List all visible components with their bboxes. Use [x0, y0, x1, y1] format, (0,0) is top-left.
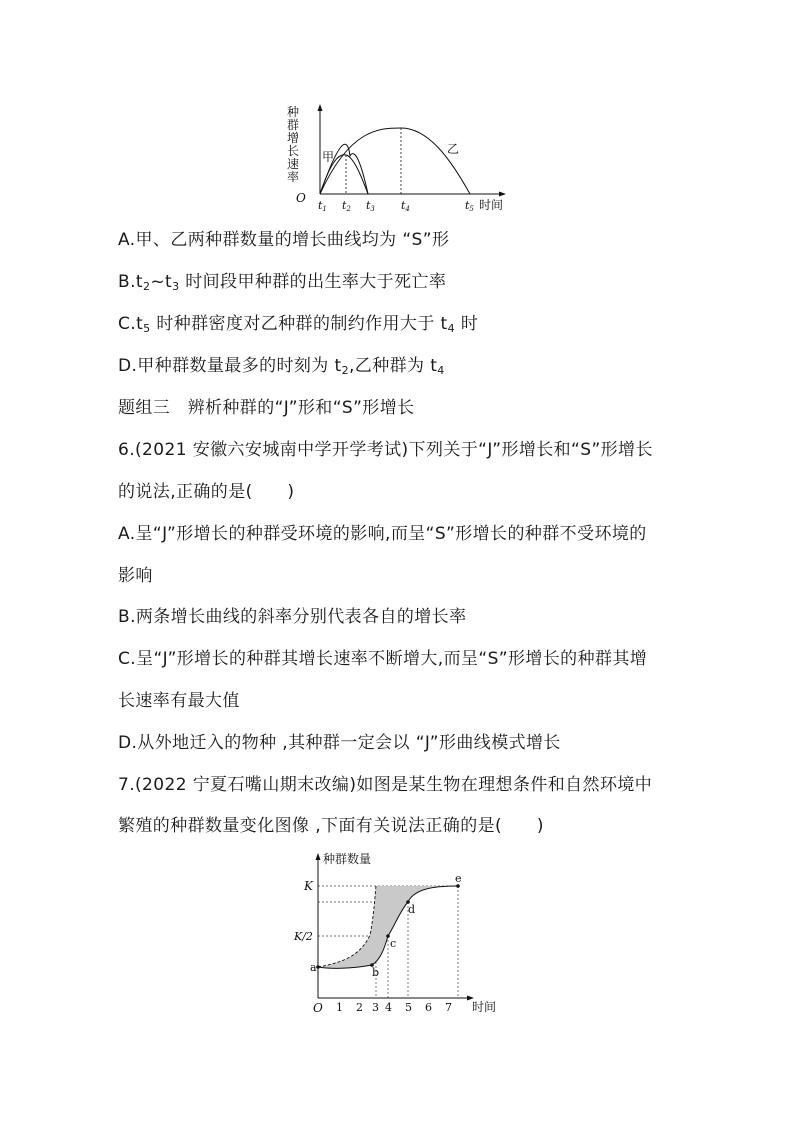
x-axis-label: 时间: [479, 198, 504, 212]
y-axis-arrow: [316, 853, 321, 860]
tick-t2: t2: [342, 199, 351, 213]
q5-option-d: [118, 355, 445, 377]
q6-option-a-line1: A.呈“J”形增长的种群受环境的影响,而呈“S”形增长的种群不受环境的: [118, 524, 647, 544]
q5-c-sub: 4: [447, 322, 456, 335]
origin-label: O: [313, 1001, 323, 1015]
q6-option-c-line1: C.呈“J”形增长的种群其增长速率不断增大,而呈“S”形增长的种群其增: [118, 649, 648, 669]
q5-option-c: [118, 313, 478, 335]
x-tick: 4: [385, 1001, 392, 1014]
q5-b-sub: 3: [172, 280, 180, 293]
y-tick-k: K: [304, 879, 313, 893]
population-figure: [290, 845, 510, 1015]
point-label-e: e: [455, 872, 462, 885]
q6-option-a-line2: 影响: [118, 566, 153, 586]
q6-stem-line1: 6.(2021 安徽六安城南中学开学考试)下列关于“J”形增长和“S”形增长: [118, 440, 653, 460]
x-tick: 3: [372, 1001, 379, 1014]
x-tick: 2: [356, 1001, 363, 1014]
y-axis-label: 种群数量: [323, 852, 372, 866]
q5-d-text: ,乙种群为 t: [348, 356, 438, 376]
y-label-char: 群: [287, 118, 300, 132]
q5-option-a: A.甲、乙两种群数量的增长曲线均为 “S”形: [118, 230, 450, 250]
curve-yi: [320, 128, 470, 194]
curve-jia-label: 甲: [322, 150, 335, 164]
q6-option-c-line2: 长速率有最大值: [118, 691, 240, 711]
q5-b-text: ~t: [150, 272, 173, 292]
point-label-d: d: [408, 903, 416, 916]
growth-rate-figure: [280, 98, 520, 218]
q5-c-sub: 5: [143, 322, 151, 335]
q5-c-text: 时: [455, 314, 479, 334]
point-label-c: c: [390, 937, 397, 950]
q5-d-sub: 4: [437, 364, 445, 377]
origin-label: O: [296, 191, 306, 205]
y-tick-k2: K/2: [294, 930, 313, 943]
q5-d-sub: 2: [341, 364, 349, 377]
y-label-char: 速: [287, 157, 300, 171]
shaded-region: [318, 886, 458, 968]
y-label-char: 种: [287, 105, 300, 119]
q7-stem-line1: 7.(2022 宁夏石嘴山期末改编)如图是某生物在理想条件和自然环境中: [118, 775, 653, 795]
y-label-char: 率: [287, 170, 300, 184]
tick-t1: t1: [318, 199, 327, 213]
y-axis-label: [287, 105, 299, 184]
curve-yi-label: 乙: [447, 142, 460, 156]
q5-c-text: 时种群密度对乙种群的制约作用大于 t: [150, 314, 448, 334]
tick-t3: t3: [366, 199, 375, 213]
y-label-char: 长: [287, 144, 300, 158]
x-axis-arrow: [499, 192, 506, 197]
tick-t5: t5: [465, 199, 474, 213]
point-label-b: b: [372, 966, 380, 979]
q5-c-text: C.t: [118, 314, 144, 334]
y-label-char: 增: [287, 131, 300, 145]
q6-option-d: D.从外地迁入的物种 ,其种群一定会以 “J”形曲线模式增长: [118, 733, 561, 753]
tick-t4: t4: [401, 199, 410, 213]
x-tick: 7: [445, 1001, 452, 1014]
q5-b-text: 时间段甲种群的出生率大于死亡率: [179, 272, 447, 292]
q6-option-b: B.两条增长曲线的斜率分别代表各自的增长率: [118, 607, 467, 627]
q5-b-sub: 2: [142, 280, 151, 293]
q6-stem-line2: 的说法,正确的是( ): [118, 482, 295, 502]
section-heading: 题组三 辨析种群的“J”形和“S”形增长: [118, 398, 415, 418]
q5-b-text: B.t: [118, 272, 143, 292]
q7-stem-line2: 繁殖的种群数量变化图像 ,下面有关说法正确的是( ): [118, 816, 544, 836]
y-axis-arrow: [318, 104, 323, 111]
q5-option-b: [118, 271, 446, 293]
point-label-a: a: [310, 961, 317, 974]
x-tick: 1: [336, 1001, 343, 1014]
x-tick: 5: [405, 1001, 412, 1014]
x-axis-label: 时间: [472, 1000, 497, 1014]
x-tick: 6: [425, 1001, 432, 1014]
q5-d-text: D.甲种群数量最多的时刻为 t: [118, 356, 342, 376]
